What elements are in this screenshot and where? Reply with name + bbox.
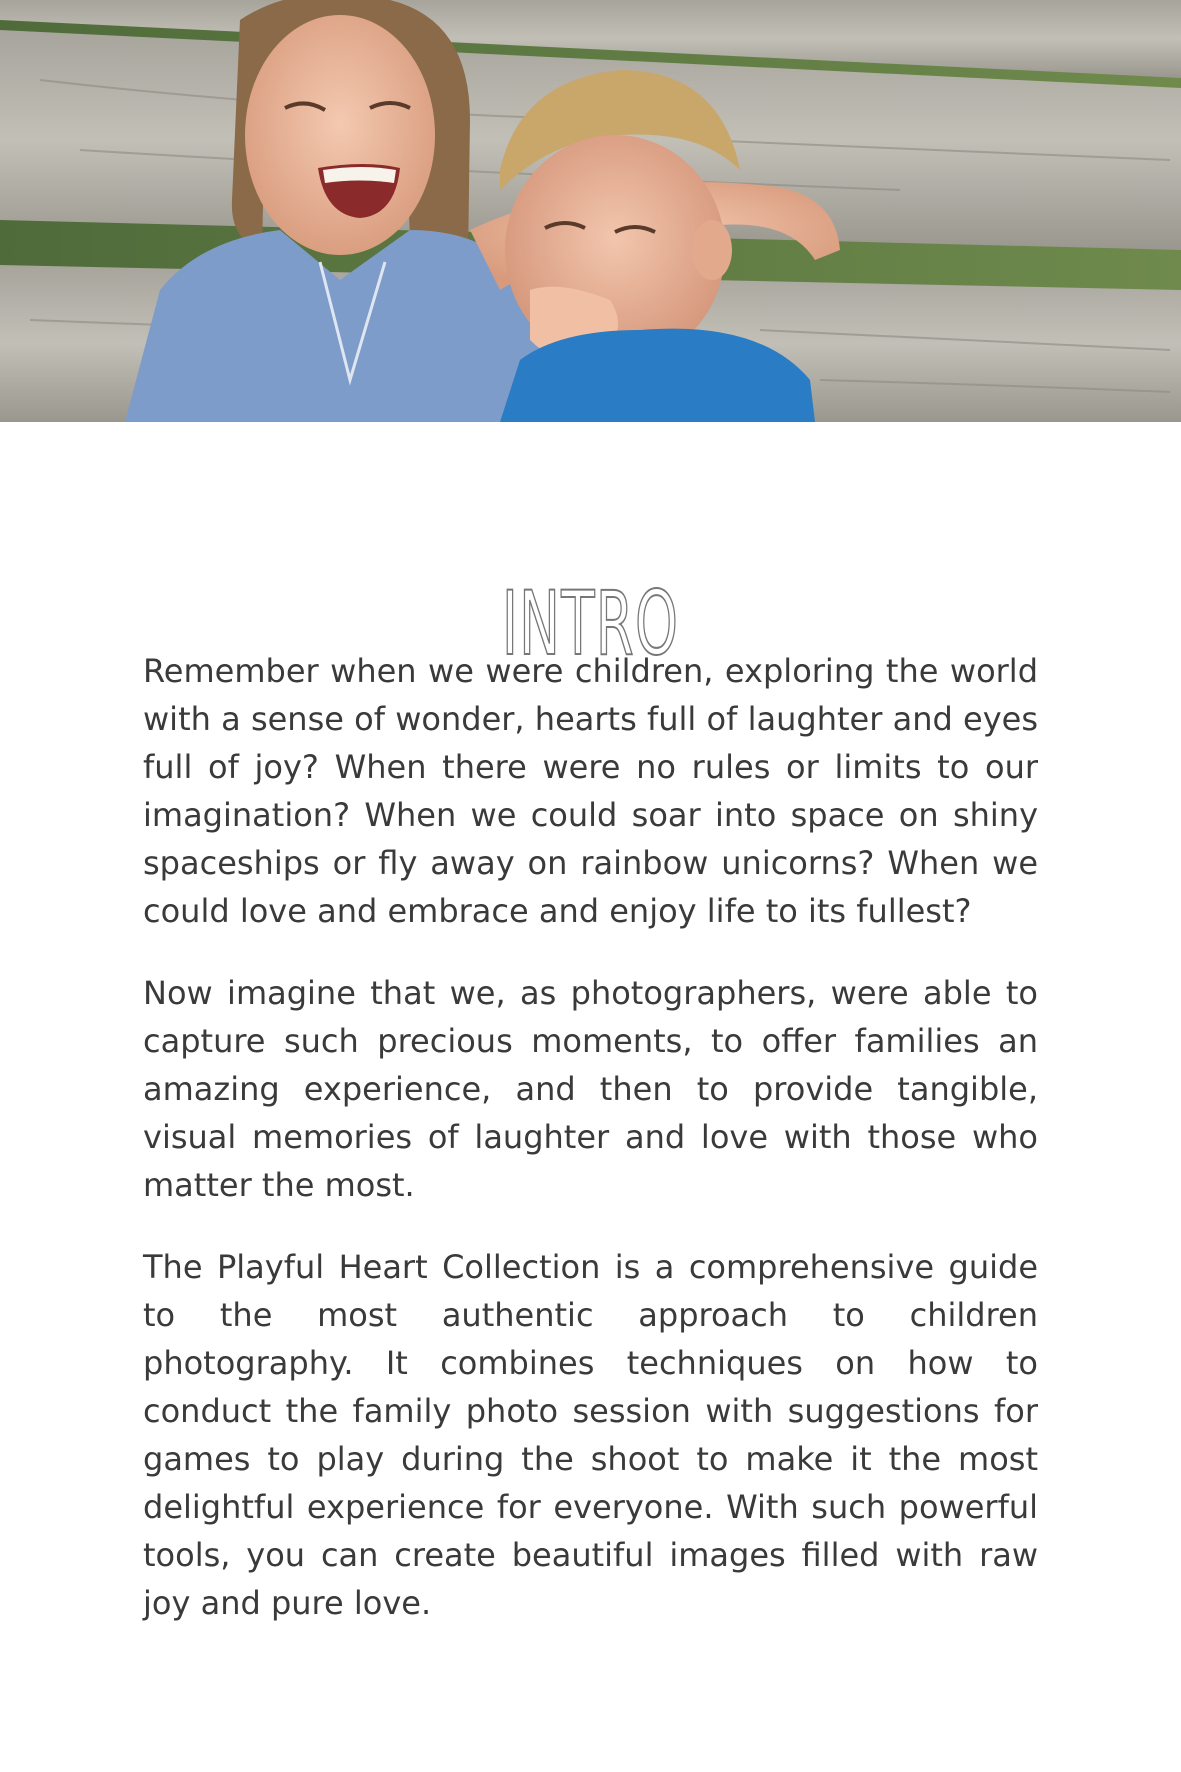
intro-paragraph-2: Now imagine that we, as photographers, were able to capture such precious moments, to offer families an amazing experience, and then to provide tangible, visual memories of laughter and love with those who matter the most.	[143, 974, 1038, 1204]
intro-paragraph-1: Remember when we were children, exploring the world with a sense of wonder, hearts full of laughter and eyes full of joy? When there were no rules or limits to our imagination? When we could soar into space on shiny spaceships or fly away on rainbow unicorns? When we could love and embrace and enjoy life to its fullest?	[143, 652, 1038, 930]
children-laughing-photo	[0, 0, 1181, 422]
page-title: INTRO	[501, 571, 680, 675]
intro-body	[143, 647, 1038, 1661]
hero-photo	[0, 0, 1181, 422]
intro-paragraph-3: The Playful Heart Collection is a comprehensive guide to the most authentic approach to children photography. It combines techniques on how to conduct the family photo session with suggestions for games to play during the shoot to make it the most delightful experience for everyone. With such powerful tools, you can create beautiful images filled with raw joy and pure love.	[143, 1248, 1038, 1622]
